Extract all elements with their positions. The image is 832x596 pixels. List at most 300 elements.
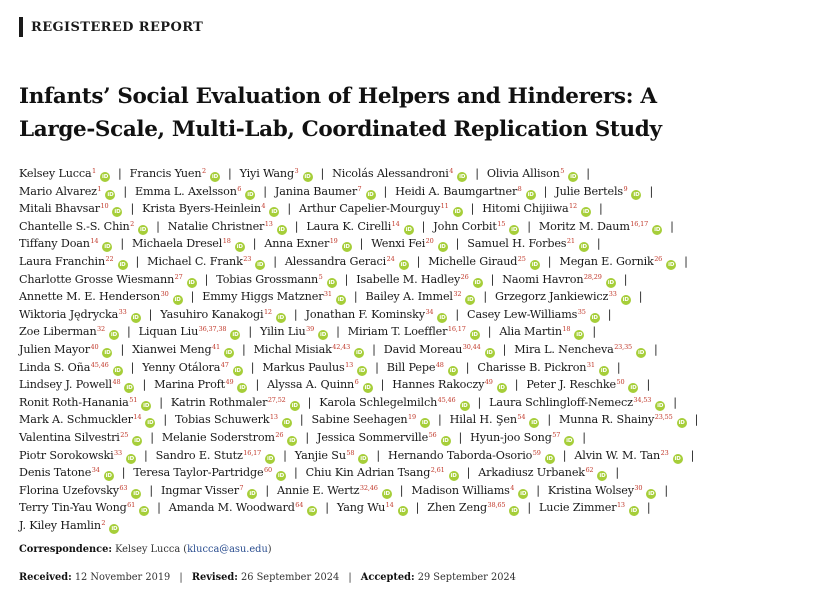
author-entry xyxy=(260,325,328,338)
author-name: Heidi A. Baumgartner xyxy=(395,184,518,198)
author-name: Marina Proft xyxy=(154,378,225,392)
orcid-icon[interactable]: iD xyxy=(337,297,344,304)
orcid-icon[interactable]: iD xyxy=(140,226,147,233)
orcid-icon[interactable]: iD xyxy=(147,420,154,427)
author-entry xyxy=(19,413,155,426)
author-affiliation: 23,35 xyxy=(614,342,633,351)
author-name: Michael C. Frank xyxy=(147,254,243,268)
orcid-icon[interactable]: iD xyxy=(648,490,655,497)
author-separator: | xyxy=(466,466,471,480)
author-entry xyxy=(19,466,114,479)
author-name: Emma L. Axelsson xyxy=(135,184,237,198)
orcid-icon[interactable]: iD xyxy=(359,367,366,374)
author-name: David Moreau xyxy=(383,342,463,356)
orcid-icon[interactable]: iD xyxy=(633,191,640,198)
author-affiliation: 13 xyxy=(264,219,273,228)
author-name: Julie Bertels xyxy=(555,184,623,198)
orcid-icon[interactable]: iD xyxy=(239,385,246,392)
author-affiliation: 8 xyxy=(517,184,522,193)
author-affiliation: 16,17 xyxy=(630,219,649,228)
author-entry xyxy=(317,431,451,444)
author-affiliation: 24 xyxy=(386,254,395,263)
author-entry xyxy=(306,466,459,479)
author-separator: | xyxy=(592,325,596,339)
orcid-icon[interactable]: iD xyxy=(400,261,407,268)
orcid-icon[interactable]: iD xyxy=(474,279,481,286)
author-affiliation: 4 xyxy=(449,167,454,175)
title-line-1: Infants’ Social Evaluation of Helpers and Hinderers: A xyxy=(19,84,657,109)
author-separator: | xyxy=(163,413,167,427)
author-list xyxy=(19,163,819,532)
orcid-icon[interactable]: iD xyxy=(114,367,121,374)
author-separator: | xyxy=(227,167,232,180)
author-separator: | xyxy=(336,325,340,339)
author-separator: | xyxy=(455,237,460,251)
orcid-icon[interactable]: iD xyxy=(141,508,148,515)
author-entry xyxy=(262,361,367,374)
author-line xyxy=(19,216,819,234)
author-affiliation: 22 xyxy=(105,254,114,263)
correspondence-email-link[interactable]: klucca@asu.edu xyxy=(187,544,268,555)
author-separator: | xyxy=(150,430,154,444)
author-separator: | xyxy=(470,202,475,216)
orcid-icon[interactable]: iD xyxy=(630,508,637,515)
author-name: Tobias Schuwerk xyxy=(174,413,270,427)
author-affiliation: 41 xyxy=(211,342,220,351)
author-name: Yanjie Su xyxy=(294,448,346,462)
author-affiliation: 61 xyxy=(127,501,136,510)
author-affiliation: 62 xyxy=(585,466,594,475)
author-entry xyxy=(574,449,682,462)
author-affiliation: 23 xyxy=(243,254,252,263)
author-affiliation: 45,46 xyxy=(437,395,456,404)
orcid-icon[interactable]: iD xyxy=(546,455,553,462)
orcid-icon[interactable]: iD xyxy=(498,385,505,392)
orcid-icon[interactable]: iD xyxy=(211,174,219,180)
orcid-icon[interactable]: iD xyxy=(319,332,327,339)
author-separator: | xyxy=(582,430,586,444)
orcid-icon[interactable]: iD xyxy=(104,349,111,356)
author-affiliation: 23 xyxy=(660,448,669,457)
orcid-icon[interactable]: iD xyxy=(257,261,264,268)
author-affiliation: 36,37,38 xyxy=(198,325,227,334)
orcid-icon[interactable]: iD xyxy=(668,261,675,268)
author-affiliation: 32 xyxy=(97,325,105,334)
orcid-icon[interactable]: iD xyxy=(143,402,150,409)
author-name: Xianwei Meng xyxy=(132,342,212,356)
orcid-icon[interactable]: iD xyxy=(405,226,412,233)
author-entry xyxy=(539,220,662,233)
author-name: Alia Martin xyxy=(499,325,562,339)
orcid-icon[interactable]: iD xyxy=(459,174,466,180)
orcid-icon[interactable]: iD xyxy=(134,437,141,444)
author-name: Mario Alvarez xyxy=(19,184,97,198)
author-affiliation: 30 xyxy=(160,290,169,299)
author-affiliation: 63 xyxy=(119,483,128,492)
author-affiliation: 1 xyxy=(92,167,97,175)
author-affiliation: 1 xyxy=(97,184,102,193)
author-separator: | xyxy=(536,483,540,497)
author-separator: | xyxy=(487,325,492,339)
author-name: Nicolás Alessandroni xyxy=(332,167,449,180)
orcid-icon[interactable]: iD xyxy=(454,209,461,216)
author-entry xyxy=(139,325,241,338)
author-affiliation: 2 xyxy=(130,219,135,228)
orcid-icon[interactable]: iD xyxy=(304,174,311,180)
author-name: Valentina Silvestri xyxy=(19,430,120,444)
orcid-icon[interactable]: iD xyxy=(449,367,456,374)
label-bar xyxy=(19,17,23,37)
author-name: Mitali Bhavsar xyxy=(19,202,100,216)
author-entry xyxy=(19,273,197,286)
author-entry xyxy=(19,185,115,198)
orcid-icon[interactable]: iD xyxy=(133,490,140,497)
orcid-icon[interactable]: iD xyxy=(104,244,111,251)
orcid-icon[interactable]: iD xyxy=(367,191,374,198)
orcid-icon[interactable]: iD xyxy=(678,420,685,427)
author-affiliation: 25 xyxy=(517,254,526,263)
orcid-icon[interactable]: iD xyxy=(471,332,478,339)
author-entry xyxy=(495,290,631,303)
author-entry xyxy=(168,220,287,233)
author-separator: | xyxy=(204,272,209,286)
author-name: Jessica Sommerville xyxy=(316,430,429,444)
author-affiliation: 33 xyxy=(118,307,127,316)
author-separator: | xyxy=(380,378,385,392)
author-separator: | xyxy=(623,272,628,286)
author-entry xyxy=(19,519,119,532)
author-separator: | xyxy=(344,272,349,286)
orcid-icon[interactable]: iD xyxy=(674,455,681,462)
orcid-icon[interactable]: iD xyxy=(442,437,449,444)
orcid-icon[interactable]: iD xyxy=(580,244,587,251)
author-name: Wenxi Fei xyxy=(371,237,426,251)
orcid-icon[interactable]: iD xyxy=(114,209,121,216)
orcid-icon[interactable]: iD xyxy=(486,349,493,356)
author-affiliation: 12 xyxy=(569,202,578,211)
author-affiliation: 14 xyxy=(90,237,99,246)
author-entry xyxy=(502,273,616,286)
date-separator: | xyxy=(348,572,352,583)
author-name: Casey Lew-Williams xyxy=(467,307,578,321)
author-separator: | xyxy=(157,501,161,515)
author-entry xyxy=(19,431,142,444)
orcid-icon[interactable]: iD xyxy=(591,314,598,321)
author-separator: | xyxy=(607,307,612,321)
author-affiliation: 57 xyxy=(552,430,561,439)
author-line xyxy=(19,427,819,445)
author-entry xyxy=(19,325,119,338)
author-entry xyxy=(254,343,365,356)
author-name: Tobias Grossmann xyxy=(216,272,319,286)
author-line xyxy=(19,515,819,533)
author-affiliation: 26 xyxy=(654,254,663,263)
orcid-icon[interactable]: iD xyxy=(174,297,181,304)
orcid-icon[interactable]: iD xyxy=(107,191,114,198)
orcid-icon[interactable]: iD xyxy=(277,473,285,480)
author-separator: | xyxy=(127,325,131,339)
author-separator: | xyxy=(527,501,532,515)
orcid-icon[interactable]: iD xyxy=(249,490,256,497)
correspondence-label: Correspondence: xyxy=(19,544,112,555)
orcid-icon[interactable]: iD xyxy=(343,244,350,251)
orcid-icon[interactable]: iD xyxy=(225,349,233,356)
author-name: Lindsey J. Powell xyxy=(19,378,112,392)
author-name: Lucie Zimmer xyxy=(539,501,617,515)
author-line xyxy=(19,392,819,410)
author-separator: | xyxy=(144,448,148,462)
orcid-icon[interactable]: iD xyxy=(511,226,518,233)
author-name: Madison Williams xyxy=(411,483,510,497)
orcid-icon[interactable]: iD xyxy=(599,473,606,480)
orcid-icon[interactable]: iD xyxy=(277,314,284,321)
author-separator: | xyxy=(690,448,695,462)
correspondence-name: Kelsey Lucca xyxy=(115,544,181,555)
orcid-icon[interactable]: iD xyxy=(234,367,241,374)
author-name: Jonathan F. Kominsky xyxy=(305,307,425,321)
orcid-icon[interactable]: iD xyxy=(105,473,112,480)
author-name: Moritz M. Daum xyxy=(538,219,630,233)
author-name: Alessandra Geraci xyxy=(284,254,387,268)
author-entry xyxy=(306,220,413,233)
orcid-icon[interactable]: iD xyxy=(356,349,363,356)
author-entry xyxy=(19,396,151,409)
orcid-icon[interactable]: iD xyxy=(439,244,446,251)
author-entry xyxy=(467,237,589,250)
author-name: Peter J. Reschke xyxy=(526,378,616,392)
author-name: Tiffany Doan xyxy=(19,237,90,251)
author-name: Mira L. Nencheva xyxy=(514,342,614,356)
author-affiliation: 49 xyxy=(484,378,493,387)
orcid-icon[interactable]: iD xyxy=(467,297,474,304)
author-entry xyxy=(371,237,447,250)
author-separator: | xyxy=(596,237,601,251)
author-entry xyxy=(19,484,141,497)
author-separator: | xyxy=(670,219,674,233)
author-affiliation: 4 xyxy=(510,483,515,492)
author-entry xyxy=(478,466,607,479)
orcid-icon[interactable]: iD xyxy=(267,455,274,462)
author-entry xyxy=(477,361,608,374)
author-entry xyxy=(428,255,540,268)
orcid-icon[interactable]: iD xyxy=(630,385,637,392)
author-name: Sabine Seehagen xyxy=(311,413,408,427)
author-name: Michaela Dresel xyxy=(131,237,223,251)
author-line xyxy=(19,251,819,269)
author-line xyxy=(19,198,819,216)
author-name: Piotr Sorokowski xyxy=(19,448,114,462)
author-entry xyxy=(171,396,300,409)
orcid-icon[interactable]: iD xyxy=(360,455,367,462)
orcid-icon[interactable]: iD xyxy=(328,279,335,286)
orcid-icon[interactable]: iD xyxy=(607,279,614,286)
author-affiliation: 32 xyxy=(453,290,462,299)
author-name: Chantelle S.-S. Chin xyxy=(19,219,130,233)
author-separator: | xyxy=(130,202,135,216)
orcid-icon[interactable]: iD xyxy=(101,174,109,180)
author-name: Zhen Zeng xyxy=(427,501,488,515)
orcid-icon[interactable]: iD xyxy=(291,402,298,409)
orcid-icon[interactable]: iD xyxy=(119,261,126,268)
author-name: Michelle Giraud xyxy=(428,254,518,268)
author-entry xyxy=(19,361,123,374)
orcid-icon[interactable]: iD xyxy=(289,437,296,444)
author-affiliation: 19 xyxy=(329,237,338,246)
author-separator: | xyxy=(638,290,643,304)
author-name: Markus Paulus xyxy=(262,360,345,374)
orcid-icon[interactable]: iD xyxy=(278,226,285,233)
author-entry xyxy=(19,501,149,514)
orcid-icon[interactable]: iD xyxy=(461,402,468,409)
author-name: Megan E. Gornik xyxy=(559,254,654,268)
orcid-icon[interactable]: iD xyxy=(566,437,573,444)
author-separator: | xyxy=(465,360,470,374)
orcid-icon[interactable]: iD xyxy=(247,191,254,198)
date-separator: | xyxy=(179,572,183,583)
author-separator: | xyxy=(250,360,255,374)
author-affiliation: 20 xyxy=(425,237,434,246)
orcid-icon[interactable]: iD xyxy=(622,297,629,304)
author-name: Bailey A. Immel xyxy=(365,290,453,304)
author-affiliation: 19 xyxy=(408,413,416,422)
author-name: Francis Yuen xyxy=(129,167,202,180)
author-separator: | xyxy=(527,219,531,233)
orcid-icon[interactable]: iD xyxy=(364,385,371,392)
orcid-icon[interactable]: iD xyxy=(283,420,290,427)
author-entry xyxy=(427,501,519,514)
author-affiliation: 32,46 xyxy=(359,483,378,492)
author-separator: | xyxy=(241,342,246,356)
author-affiliation: 5 xyxy=(318,272,323,281)
author-separator: | xyxy=(255,378,260,392)
author-line xyxy=(19,409,819,427)
author-name: Katrin Rothmaler xyxy=(170,395,268,409)
author-entry xyxy=(154,378,247,391)
author-name: Zoe Liberman xyxy=(19,325,97,339)
author-name: Florina Uzefovsky xyxy=(19,483,119,497)
orcid-icon[interactable]: iD xyxy=(236,244,243,251)
orcid-icon[interactable]: iD xyxy=(582,209,590,216)
author-name: Arkadiusz Urbanek xyxy=(478,466,585,480)
author-entry xyxy=(161,484,257,497)
author-affiliation: 34 xyxy=(425,307,434,316)
orcid-icon[interactable]: iD xyxy=(531,420,538,427)
orcid-icon[interactable]: iD xyxy=(527,191,534,198)
orcid-icon[interactable]: iD xyxy=(421,420,429,427)
correspondence: Correspondence: Kelsey Lucca (klucca@asu.edu) xyxy=(19,544,272,555)
orcid-icon[interactable]: iD xyxy=(657,402,664,409)
orcid-icon[interactable]: iD xyxy=(110,332,118,339)
orcid-icon[interactable]: iD xyxy=(132,314,139,321)
author-name: Alyssa A. Quinn xyxy=(267,378,355,392)
author-name: Michal Misiak xyxy=(253,342,332,356)
author-entry xyxy=(142,361,243,374)
orcid-icon[interactable]: iD xyxy=(576,332,583,339)
author-line xyxy=(19,163,819,181)
orcid-icon[interactable]: iD xyxy=(232,332,239,339)
author-affiliation: 11 xyxy=(440,202,449,211)
author-affiliation: 15 xyxy=(497,219,506,228)
orcid-icon[interactable]: iD xyxy=(654,226,661,233)
orcid-icon[interactable]: iD xyxy=(126,385,133,392)
author-name: Julien Mayor xyxy=(19,342,90,356)
orcid-icon[interactable]: iD xyxy=(531,261,538,268)
author-name: Karola Schlegelmilch xyxy=(319,395,438,409)
author-affiliation: 31 xyxy=(323,290,332,299)
orcid-icon[interactable]: iD xyxy=(383,490,390,497)
author-entry xyxy=(450,413,540,426)
orcid-icon[interactable]: iD xyxy=(399,508,406,515)
author-entry xyxy=(19,255,128,268)
author-entry xyxy=(366,290,476,303)
author-affiliation: 30 xyxy=(634,483,643,492)
author-affiliation: 40 xyxy=(90,342,99,351)
author-name: Hernando Taborda-Osorio xyxy=(387,448,533,462)
author-line xyxy=(19,374,819,392)
accepted-date: 29 September 2024 xyxy=(417,572,516,583)
author-entry xyxy=(489,396,665,409)
author-name: Laura Schlingloff-Nemecz xyxy=(489,395,633,409)
author-affiliation: 16,17 xyxy=(243,448,262,457)
author-name: Annette M. E. Henderson xyxy=(19,290,161,304)
author-name: Grzegorz Jankiewicz xyxy=(494,290,609,304)
author-separator: | xyxy=(307,395,312,409)
author-entry xyxy=(433,220,519,233)
author-line xyxy=(19,480,819,498)
orcid-icon[interactable]: iD xyxy=(511,508,518,515)
author-separator: | xyxy=(118,167,122,180)
author-entry xyxy=(277,484,392,497)
orcid-icon[interactable]: iD xyxy=(439,314,446,321)
orcid-icon[interactable]: iD xyxy=(600,367,607,374)
author-entry xyxy=(467,308,600,321)
author-entry xyxy=(559,413,687,426)
author-separator: | xyxy=(547,413,551,427)
author-name: Chiu Kin Adrian Tsang xyxy=(305,466,431,480)
author-separator: | xyxy=(421,219,426,233)
orcid-icon[interactable]: iD xyxy=(450,473,457,480)
author-entry xyxy=(514,343,646,356)
orcid-icon[interactable]: iD xyxy=(188,279,195,286)
orcid-icon[interactable]: iD xyxy=(520,490,527,497)
author-entry xyxy=(499,325,584,338)
orcid-icon[interactable]: iD xyxy=(271,209,278,216)
orcid-icon[interactable]: iD xyxy=(309,508,316,515)
author-entry xyxy=(19,237,112,250)
author-name: Yang Wu xyxy=(336,501,386,515)
orcid-icon[interactable]: iD xyxy=(570,174,577,180)
orcid-icon[interactable]: iD xyxy=(127,455,135,462)
author-separator: | xyxy=(416,254,421,268)
author-affiliation: 60 xyxy=(263,466,272,475)
author-entry xyxy=(285,255,409,268)
author-separator: | xyxy=(375,360,379,374)
author-affiliation: 42,43 xyxy=(332,342,351,351)
author-affiliation: 47 xyxy=(220,360,229,369)
author-name: Melanie Soderstrom xyxy=(161,430,275,444)
author-line xyxy=(19,304,819,322)
orcid-icon[interactable]: iD xyxy=(637,349,645,356)
received-date: 12 November 2019 xyxy=(74,572,171,583)
author-line xyxy=(19,321,819,339)
author-name: Laura K. Cirelli xyxy=(306,219,392,233)
author-separator: | xyxy=(483,290,487,304)
author-affiliation: 2 xyxy=(101,518,106,527)
orcid-icon[interactable]: iD xyxy=(111,525,118,532)
author-entry xyxy=(348,325,480,338)
author-entry xyxy=(470,431,574,444)
author-affiliation: 34,53 xyxy=(633,395,652,404)
